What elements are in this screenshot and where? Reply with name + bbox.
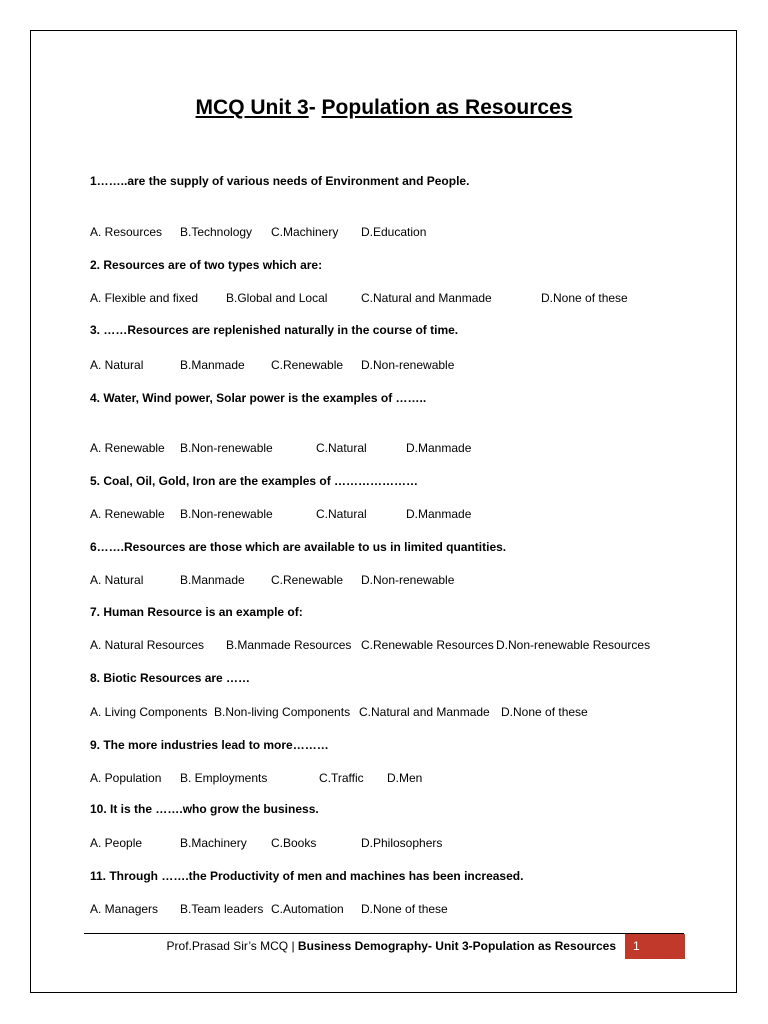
option-a: A. Managers — [90, 902, 159, 916]
title-unit: MCQ Unit 3 — [195, 96, 309, 119]
question-text: 3. ……Resources are replenished naturally in the course of time. — [90, 323, 459, 337]
option-b: B.Global and Local — [226, 291, 328, 305]
option-c: C.Natural — [316, 507, 367, 521]
option-c: C.Natural and Manmade — [359, 705, 490, 719]
option-c: C.Traffic — [319, 771, 364, 785]
option-b: B.Technology — [180, 225, 253, 239]
option-a: A. Renewable — [90, 507, 165, 521]
question-text: 8. Biotic Resources are …… — [90, 671, 251, 685]
option-d: D.Manmade — [406, 441, 472, 455]
question-text: 7. Human Resource is an example of: — [90, 605, 303, 619]
option-row — [90, 902, 710, 918]
option-d: D.Men — [387, 771, 423, 785]
footer-author: Prof.Prasad Sir’s MCQ — [166, 939, 289, 953]
option-c: C.Books — [271, 836, 317, 850]
footer-text — [167, 939, 616, 953]
option-d: D.None of these — [361, 902, 448, 916]
option-row — [90, 638, 710, 654]
page-number: 1 — [625, 934, 685, 959]
option-d: D.Philosophers — [361, 836, 443, 850]
option-a: A. Natural Resources — [90, 638, 205, 652]
option-b: B.Manmade Resources — [226, 638, 352, 652]
option-c: C.Renewable — [271, 358, 344, 372]
option-row — [90, 291, 710, 307]
option-row — [90, 358, 710, 374]
option-d: D.Education — [361, 225, 427, 239]
option-row — [90, 441, 710, 457]
option-c: C.Machinery — [271, 225, 339, 239]
question-text: 9. The more industries lead to more……… — [90, 738, 329, 752]
option-d: D.None of these — [541, 291, 628, 305]
option-b: B.Manmade — [180, 358, 245, 372]
option-c: C.Automation — [271, 902, 344, 916]
option-c: C.Renewable Resources — [361, 638, 494, 652]
page-title — [0, 96, 768, 120]
question-text: 2. Resources are of two types which are: — [90, 258, 323, 272]
option-d: D.Manmade — [406, 507, 472, 521]
footer-divider — [84, 933, 684, 934]
option-d: D.Non-renewable — [361, 573, 455, 587]
option-row — [90, 705, 710, 721]
option-row — [90, 225, 710, 241]
option-b: B.Non-renewable — [180, 441, 273, 455]
option-row — [90, 507, 710, 523]
question-text: 1……..are the supply of various needs of Environment and People. — [90, 174, 470, 188]
question-text: 11. Through …….the Productivity of men and machines has been increased. — [90, 869, 524, 883]
option-b: B.Machinery — [180, 836, 247, 850]
option-row — [90, 836, 710, 852]
question-text: 6…….Resources are those which are available to us in limited quantities. — [90, 540, 507, 554]
option-a: A. Resources — [90, 225, 163, 239]
option-b: B.Non-living Components — [214, 705, 351, 719]
title-separator: - — [308, 96, 322, 119]
footer-separator: | — [288, 939, 298, 953]
option-a: A. People — [90, 836, 143, 850]
option-c: C.Natural and Manmade — [361, 291, 492, 305]
option-row — [90, 573, 710, 589]
option-a: A. Flexible and fixed — [90, 291, 199, 305]
option-d: D.Non-renewable — [361, 358, 455, 372]
footer-course: Business Demography- Unit 3-Population as Resources — [297, 939, 616, 953]
option-a: A. Population — [90, 771, 162, 785]
question-text: 10. It is the …….who grow the business. — [90, 802, 319, 816]
option-c: C.Renewable — [271, 573, 344, 587]
option-a: A. Natural — [90, 573, 144, 587]
option-d: D.None of these — [501, 705, 588, 719]
option-b: B.Team leaders — [180, 902, 264, 916]
option-row — [90, 771, 710, 787]
question-text: 4. Water, Wind power, Solar power is the examples of …….. — [90, 391, 427, 405]
title-topic: Population as Resources — [321, 96, 573, 119]
option-a: A. Living Components — [90, 705, 208, 719]
option-a: A. Natural — [90, 358, 144, 372]
option-c: C.Natural — [316, 441, 367, 455]
option-a: A. Renewable — [90, 441, 165, 455]
question-text: 5. Coal, Oil, Gold, Iron are the examples of ………………… — [90, 474, 419, 488]
option-d: D.Non-renewable Resources — [496, 638, 651, 652]
option-b: B.Non-renewable — [180, 507, 273, 521]
option-b: B.Manmade — [180, 573, 245, 587]
option-b: B. Employments — [180, 771, 268, 785]
